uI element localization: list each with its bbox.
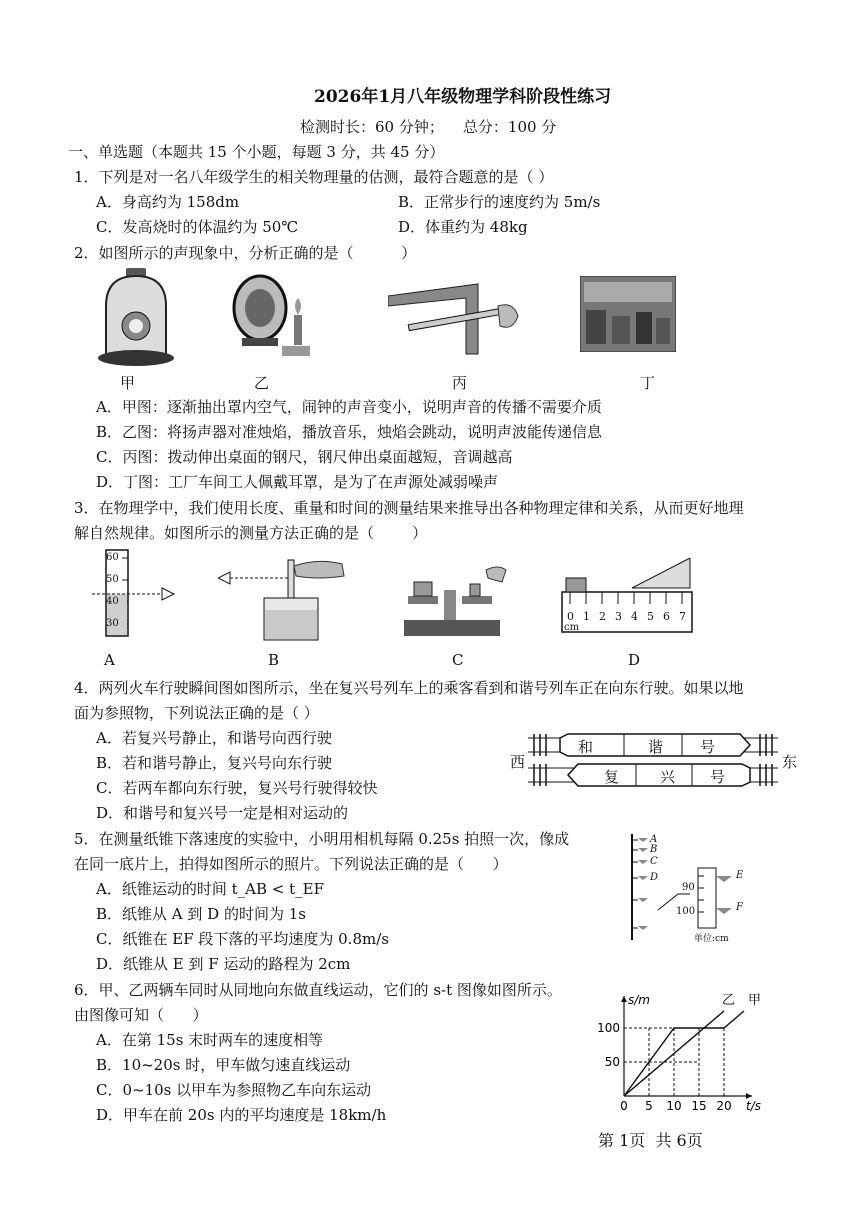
q2-option-c: C．丙图：拨动伸出桌面的钢尺，钢尺伸出桌面越短，音调越高 bbox=[96, 448, 513, 466]
scale-tick-100: 100 bbox=[676, 906, 696, 917]
scale-tick-90: 90 bbox=[682, 882, 695, 893]
fig-label-ding: 丁 bbox=[640, 374, 656, 392]
q1-option-a: A．身高约为 158dm bbox=[96, 193, 240, 211]
speaker-candle-figure bbox=[222, 270, 312, 360]
page-title: 2026年1月八年级物理学科阶段性练习 bbox=[314, 87, 612, 107]
y-tick-label: 100 bbox=[597, 1021, 620, 1035]
train-bottom-char-2: 兴 bbox=[660, 768, 676, 786]
cylinder-tick-40: 40 bbox=[106, 596, 119, 607]
q2-option-d: D．丁图：工厂车间工人佩戴耳罩，是为了在声源处减弱噪声 bbox=[96, 473, 499, 491]
q6-option-b: B．10~20s 时，甲车做匀速直线运动 bbox=[96, 1056, 351, 1074]
q3-label-c: C bbox=[452, 651, 464, 669]
q4-option-a: A．若复兴号静止，和谐号向西行驶 bbox=[96, 729, 332, 747]
q5-option-c: C．纸锥在 EF 段下落的平均速度为 0.8m/s bbox=[96, 930, 389, 948]
ruler-tick-6: 6 bbox=[663, 610, 670, 623]
series-label-0: 乙 bbox=[722, 993, 736, 1008]
q3-label-b: B bbox=[268, 651, 280, 669]
fig-label-bing: 丙 bbox=[452, 374, 468, 392]
q3-label-d: D bbox=[628, 651, 641, 669]
q3-stem-line1: 3．在物理学中，我们使用长度、重量和时间的测量结果来推导出各种物理定律和关系，从而更好地理 bbox=[74, 499, 744, 517]
x-tick-label: 20 bbox=[716, 1099, 732, 1113]
cylinder-tick-50: 50 bbox=[106, 574, 119, 585]
ruler-tick-3: 3 bbox=[615, 610, 622, 623]
q5-stem-line2: 在同一底片上，拍得如图所示的照片。下列说法正确的是（ ） bbox=[74, 855, 508, 873]
x-tick-label: 10 bbox=[666, 1099, 682, 1113]
bell-jar-figure bbox=[96, 266, 176, 366]
x-tick-label: 0 bbox=[620, 1099, 628, 1113]
q1-stem: 1．下列是对一名八年级学生的相关物理量的估测，最符合题意的是（ ） bbox=[74, 168, 554, 186]
x-axis-label: t/s bbox=[746, 1099, 761, 1113]
ruler-tick-2: 2 bbox=[599, 610, 606, 623]
q5-option-d: D．纸锥从 E 到 F 运动的路程为 2cm bbox=[96, 955, 351, 973]
fig-label-yi: 乙 bbox=[254, 374, 270, 392]
ruler-triangle-figure bbox=[560, 558, 696, 636]
balance-figure bbox=[398, 560, 508, 640]
exam-info: 检测时长：60 分钟； 总分：100 分 bbox=[300, 118, 557, 136]
q6-option-a: A．在第 15s 末时两车的速度相等 bbox=[96, 1031, 324, 1049]
cone-point-a: A bbox=[650, 834, 658, 845]
fig-label-jia: 甲 bbox=[120, 374, 136, 392]
q1-option-b: B．正常步行的速度约为 5m/s bbox=[398, 193, 601, 211]
train-top-char-3: 号 bbox=[700, 738, 716, 756]
s-t-chart bbox=[596, 992, 792, 1116]
q3-stem-line2: 解自然规律。如图所示的测量方法正确的是（ ） bbox=[74, 524, 428, 542]
q5-stem-line1: 5．在测量纸锥下落速度的实验中，小明用相机每隔 0.25s 拍照一次，像成 bbox=[74, 830, 570, 848]
direction-east: 东 bbox=[782, 753, 798, 771]
y-tick-label: 50 bbox=[604, 1055, 620, 1069]
ruler-table-figure bbox=[388, 276, 528, 356]
factory-figure bbox=[580, 276, 676, 352]
train-top-char-1: 和 bbox=[578, 738, 594, 756]
q2-stem: 2．如图所示的声现象中，分析正确的是（ ） bbox=[74, 244, 417, 262]
cylinder-tick-60: 60 bbox=[106, 552, 119, 563]
y-axis-arrow bbox=[621, 996, 627, 1002]
train-bottom-char-1: 复 bbox=[604, 768, 620, 786]
q5-option-b: B．纸锥从 A 到 D 的时间为 1s bbox=[96, 905, 306, 923]
q4-stem-line1: 4．两列火车行驶瞬间图如图所示，坐在复兴号列车上的乘客看到和谐号列车正在向东行驶。如果以地 bbox=[74, 679, 744, 697]
q1-option-d: D．体重约为 48kg bbox=[398, 218, 528, 236]
q4-stem-line2: 面为参照物，下列说法正确的是（ ） bbox=[74, 704, 319, 722]
page-number: 第 1页 共 6页 bbox=[598, 1131, 703, 1150]
cone-point-e: E bbox=[736, 870, 744, 881]
ruler-unit-cm: cm bbox=[564, 622, 580, 633]
q4-option-d: D．和谐号和复兴号一定是相对运动的 bbox=[96, 804, 349, 822]
y-axis-label: s/m bbox=[628, 993, 650, 1007]
q6-option-d: D．甲车在前 20s 内的平均速度是 18km/h bbox=[96, 1106, 387, 1124]
q5-option-a: A．纸锥运动的时间 t_AB < t_EF bbox=[96, 880, 324, 898]
q2-option-a: A．甲图：逐渐抽出罩内空气，闹钟的声音变小，说明声音的传播不需要介质 bbox=[96, 398, 602, 416]
train-bottom-char-3: 号 bbox=[710, 768, 726, 786]
scale-unit: 单位:cm bbox=[694, 934, 729, 944]
q6-stem-line2: 由图像可知（ ） bbox=[74, 1006, 208, 1024]
q1-option-c: C．发高烧时的体温约为 50℃ bbox=[96, 218, 299, 236]
ruler-tick-7: 7 bbox=[679, 610, 686, 623]
ruler-tick-5: 5 bbox=[647, 610, 654, 623]
ruler-tick-0: 0 bbox=[567, 610, 574, 623]
cone-point-d: D bbox=[650, 872, 659, 883]
ruler-tick-1: 1 bbox=[583, 610, 590, 623]
thermometer-beaker-figure bbox=[218, 556, 358, 642]
q6-option-c: C．0~10s 以甲车为参照物乙车向东运动 bbox=[96, 1081, 372, 1099]
cylinder-tick-30: 30 bbox=[106, 618, 119, 629]
series-line-1 bbox=[624, 1011, 744, 1096]
x-tick-label: 15 bbox=[691, 1099, 707, 1113]
q2-option-b: B．乙图：将扬声器对准烛焰，播放音乐，烛焰会跳动，说明声波能传递信息 bbox=[96, 423, 603, 441]
cone-point-f: F bbox=[736, 902, 743, 913]
section-heading: 一、单选题（本题共 15 个小题，每题 3 分，共 45 分） bbox=[68, 143, 445, 161]
q4-option-c: C．若两车都向东行驶，复兴号行驶得较快 bbox=[96, 779, 378, 797]
series-label-1: 甲 bbox=[748, 993, 762, 1008]
q6-stem-line1: 6．甲、乙两辆车同时从同地向东做直线运动，它们的 s-t 图像如图所示。 bbox=[74, 981, 562, 999]
direction-west: 西 bbox=[510, 753, 526, 771]
q4-option-b: B．若和谐号静止，复兴号向东行驶 bbox=[96, 754, 333, 772]
cone-point-b: B bbox=[650, 844, 658, 855]
q3-label-a: A bbox=[104, 651, 115, 669]
x-tick-label: 5 bbox=[645, 1099, 653, 1113]
ruler-tick-4: 4 bbox=[631, 610, 638, 623]
cone-point-c: C bbox=[650, 856, 658, 867]
train-top-char-2: 谐 bbox=[648, 738, 664, 756]
